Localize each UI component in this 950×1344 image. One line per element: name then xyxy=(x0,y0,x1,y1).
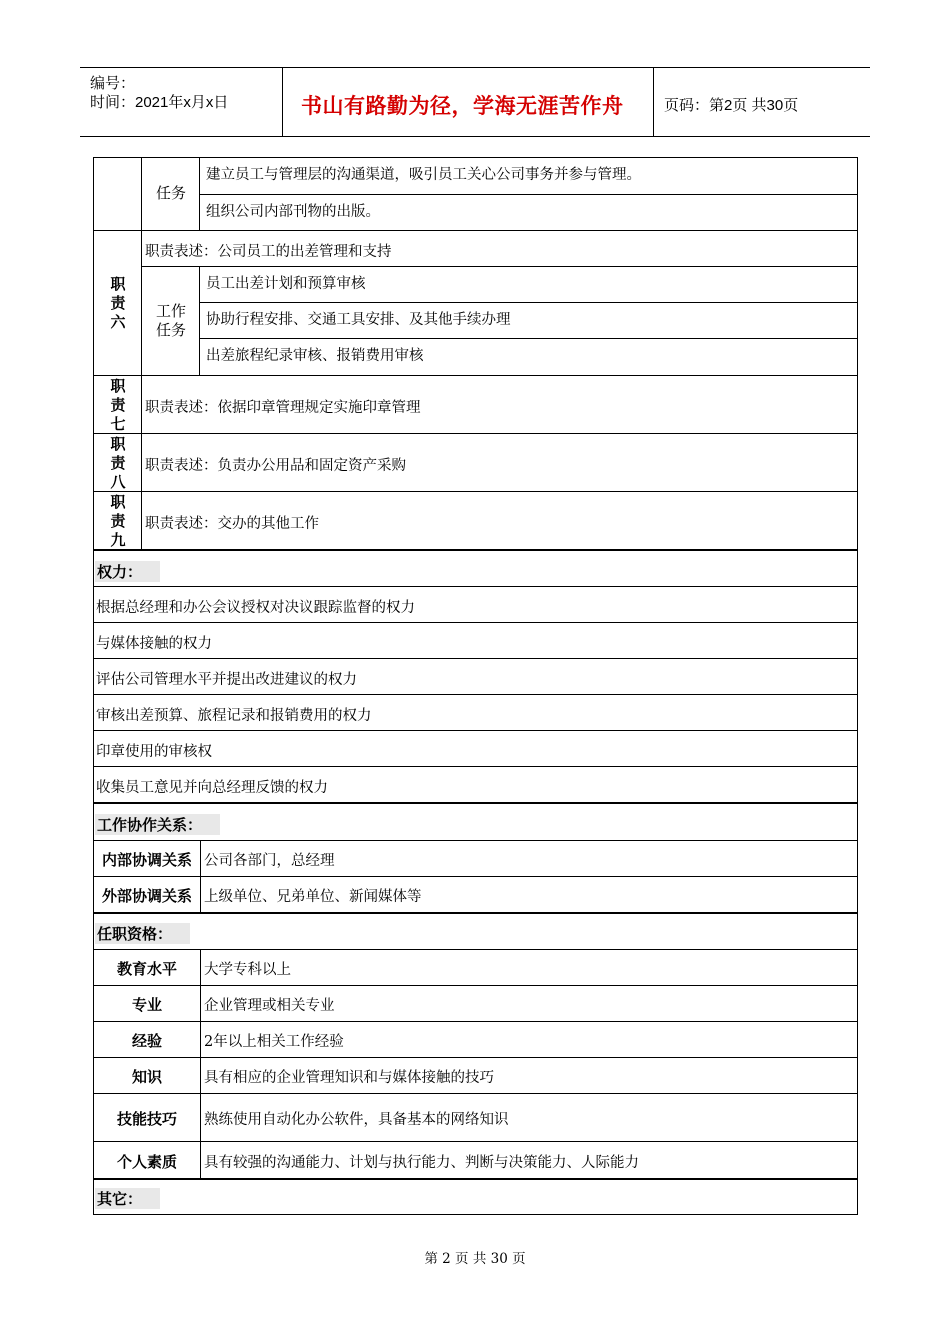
power-item: 根据总经理和办公会议授权对决议跟踪监督的权力 xyxy=(96,600,415,616)
task-item: 建立员工与管理层的沟通渠道，吸引员工关心公司事务并参与管理。 xyxy=(206,167,641,183)
qualification-value: 熟练使用自动化办公软件，具备基本的网络知识 xyxy=(204,1112,509,1128)
task-label: 任务 xyxy=(155,184,186,202)
duty6-task-item: 协助行程安排、交通工具安排、及其他手续办理 xyxy=(206,312,511,328)
row-line xyxy=(199,302,857,303)
row-line xyxy=(94,876,857,877)
qualification-value: 具有相应的企业管理知识和与媒体接触的技巧 xyxy=(204,1070,494,1086)
row-line xyxy=(94,840,857,841)
external-relations-value: 上级单位、兄弟单位、新闻媒体等 xyxy=(204,889,422,905)
qualification-label: 经验 xyxy=(131,1032,162,1050)
header-page-number: 页码：第2页 共30页 xyxy=(664,97,799,114)
row-line xyxy=(199,194,857,195)
document-date: 时间：2021年x月x日 xyxy=(90,94,229,111)
row-line xyxy=(94,658,857,659)
duty7-description: 职责表述：依据印章管理规定实施印章管理 xyxy=(145,400,421,416)
internal-relations-label: 内部协调关系 xyxy=(101,851,192,869)
page-header xyxy=(80,67,870,137)
qualification-value: 大学专科以上 xyxy=(204,962,291,978)
qualification-label: 专业 xyxy=(131,996,162,1014)
other-title: 其它： xyxy=(95,1188,160,1209)
qualification-value: 具有较强的沟通能力、计划与执行能力、判断与决策能力、人际能力 xyxy=(204,1155,639,1171)
qualifications-divider xyxy=(200,949,201,1178)
duty9-description: 职责表述：交办的其他工作 xyxy=(145,516,319,532)
qualification-label: 技能技巧 xyxy=(116,1110,177,1128)
duty6-task-item: 出差旅程纪录审核、报销费用审核 xyxy=(206,348,424,364)
power-item: 与媒体接触的权力 xyxy=(96,636,212,652)
row-line xyxy=(94,730,857,731)
qualification-label: 知识 xyxy=(131,1068,162,1086)
duty8-description: 职责表述：负责办公用品和固定资产采购 xyxy=(145,458,406,474)
power-item: 收集员工意见并向总经理反馈的权力 xyxy=(96,780,328,796)
row-line xyxy=(94,1093,857,1094)
section-border xyxy=(94,1178,857,1180)
relations-title: 工作协作关系： xyxy=(95,814,220,835)
external-relations-label: 外部协调关系 xyxy=(101,887,192,905)
power-item: 审核出差预算、旅程记录和报销费用的权力 xyxy=(96,708,372,724)
duty9-label: 职 责 九 xyxy=(110,493,126,549)
header-page-cell xyxy=(654,68,870,136)
page-footer: 第 2 页 共 30 页 xyxy=(424,1251,526,1267)
duty7-label: 职 责 七 xyxy=(110,377,126,433)
header-slogan: 书山有路勤为径，学海无涯苦作舟 xyxy=(301,94,624,118)
duty6-label: 职 责 六 xyxy=(110,275,126,331)
row-line xyxy=(94,985,857,986)
row-line xyxy=(94,694,857,695)
row-line xyxy=(94,491,857,492)
section-border xyxy=(94,912,857,914)
document-number: 编号： xyxy=(90,75,136,92)
powers-title: 权力： xyxy=(95,561,160,582)
internal-relations-value: 公司各部门，总经理 xyxy=(204,853,335,869)
qualification-label: 教育水平 xyxy=(116,960,177,978)
power-item: 印章使用的审核权 xyxy=(96,744,212,760)
qualifications-title: 任职资格： xyxy=(95,923,190,944)
task-item: 组织公司内部刊物的出版。 xyxy=(206,204,380,220)
row-line xyxy=(94,1057,857,1058)
row-line xyxy=(94,433,857,434)
row-line xyxy=(199,338,857,339)
section-border xyxy=(94,549,857,551)
row-line xyxy=(141,266,857,267)
duty6-task-item: 员工出差计划和预算审核 xyxy=(206,276,366,292)
row-line xyxy=(94,622,857,623)
duty6-task-label: 工作 任务 xyxy=(155,302,186,339)
section-border xyxy=(94,802,857,804)
table-top-border xyxy=(94,157,857,158)
power-item: 评估公司管理水平并提出改进建议的权力 xyxy=(96,672,357,688)
header-meta xyxy=(80,68,283,136)
row-line xyxy=(94,375,857,376)
duty8-label: 职 责 八 xyxy=(110,435,126,491)
qualification-value: 企业管理或相关专业 xyxy=(204,998,335,1014)
duty6-description: 职责表述：公司员工的出差管理和支持 xyxy=(145,244,392,260)
qualification-value: 2年以上相关工作经验 xyxy=(204,1034,344,1050)
row-line xyxy=(94,586,857,587)
job-description-table xyxy=(93,157,858,1215)
row-line xyxy=(94,1141,857,1142)
qualification-label: 个人素质 xyxy=(116,1153,177,1171)
row-line xyxy=(94,766,857,767)
row-line xyxy=(94,1021,857,1022)
header-slogan-cell xyxy=(283,68,654,136)
row-line xyxy=(94,949,857,950)
row-line xyxy=(94,230,857,231)
